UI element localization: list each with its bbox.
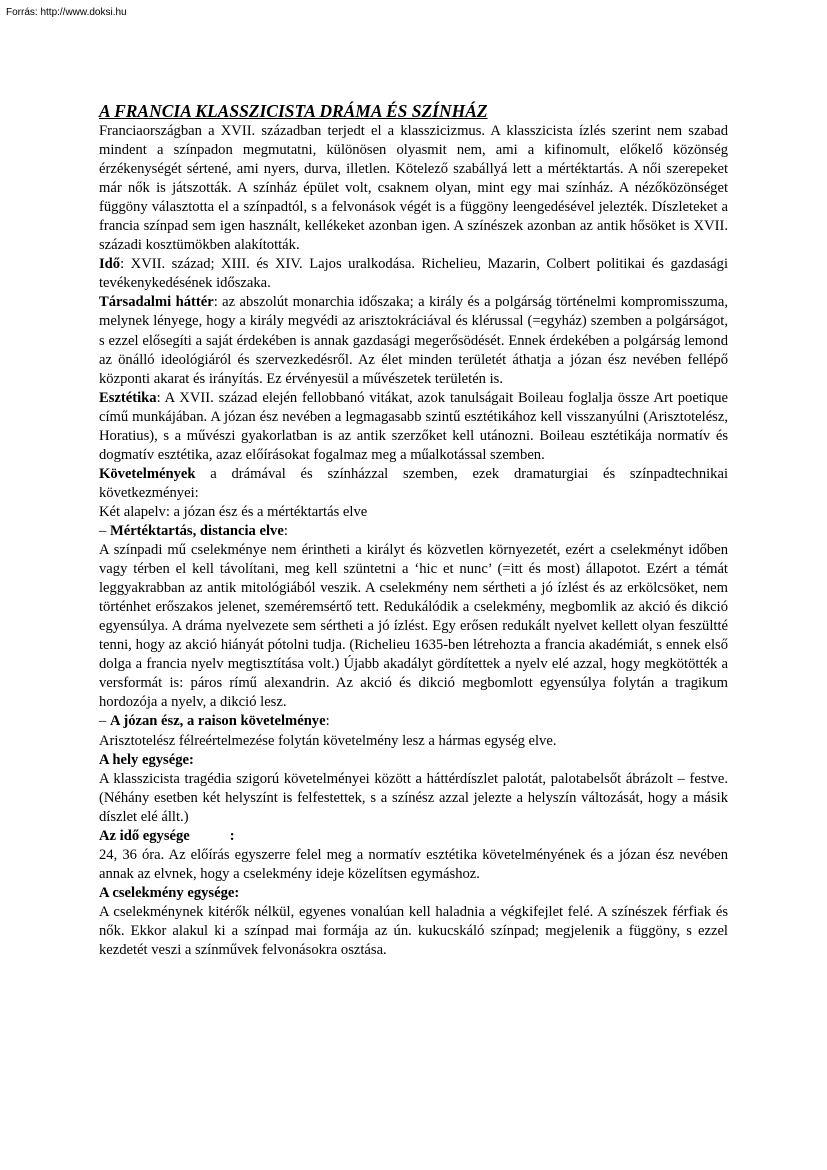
jozan-esz-dash: – (99, 713, 110, 730)
kovetelmenyek-text: a drámával és színházzal szemben, ezek dramaturgiai és színpadtechnikai következményei: (99, 465, 728, 501)
ido-text: : XVII. század; XIII. és XIV. Lajos uralkodása. Richelieu, Mazarin, Colbert politikai és gazdasági tevékenykedésének időszaka. (99, 256, 728, 292)
mertektartas-label: Mértéktartás, distancia elve (109, 522, 284, 539)
ido-egysege-label: Az idő egysége (99, 827, 190, 844)
kovetelmenyek-paragraph (99, 465, 728, 503)
ido-paragraph (99, 255, 728, 293)
ket-alapelv-line: Két alapelv: a józan ész és a mértéktartás elve (99, 503, 368, 520)
mertektartas-paragraph: A színpadi mű cselekménye nem érintheti a királyt és közvetlen környezetét, ezért a cselekményt időben vagy térben el kell távolítani, meg kell szüntetni a ‘hic et nunc’ (=itt és most) állapotot. Ezért a témát leggyakrabban az antik mitológiából veszik. A cselekmény nem sértheti a jó ízlést és az erkölcsöket, nem történhet erőszakos jelenet, szeméremsértő tett. Redukálódik a cselekmény, megbomlik az akció és dikció egyensúlya. A dráma nyelvezete sem sértheti a jó ízlést. Egy erősen redukált nyelvet kellett olyan feszültté tenni, hogy az akció hiányát pótolni tudja. (Richelieu 1635-ben létrehozta a francia akadémiát, s ennek első dolga a francia nyelv megtisztítása volt.) Újabb akadályt gördítettek a nyelv elé azzal, hogy megkötötték a versformát is: páros rímű alexandrin. Az akció és dikció megbomlott egyensúlya folytán a tragikum hordozója a nyelv, a dikció lesz. (99, 542, 728, 711)
esztetika-paragraph (99, 389, 728, 465)
tarsadalmi-paragraph (99, 293, 728, 388)
document-body (99, 101, 728, 960)
jozan-esz-paragraph: Arisztotelész félreértelmezése folytán követelmény lesz a hármas egység elve. (99, 732, 557, 749)
hely-paragraph: A klasszicista tragédia szigorú követelményei között a háttérdíszlet palotát, palotabelsőt ábrázolt – festve. (Néhány esetben két helyszínt is felfestettek, s a színész azzal jelezte a helyszín változását, hogy a másik díszlet elé állt.) (99, 770, 728, 825)
source-label: Forrás: http://www.doksi.hu (6, 7, 127, 18)
ido-egysege-paragraph: 24, 36 óra. Az előírás egyszerre felel meg a normatív esztétika követelményének és a józan ész nevében annak az elvnek, hogy a cselekmény ideje közelítsen egymáshoz. (99, 846, 728, 882)
tarsadalmi-text: : az abszolút monarchia időszaka; a király és a polgárság történelmi kompromisszuma, melynek lényege, hogy a király megvédi az arisztokráciával és klérussal (=egyház) szemben a polgárságot, s ezzel elősegíti a saját érdekében is annak gazdasági megerősödését. Ennek érdekében a polgárság lemond az önálló ideológiáról és szervezkedésről. Az élet minden területét áthatja a józan ész nevében fellépő központi akarat és irányítás. Ez érvényesül a művészetek területén is. (99, 294, 728, 387)
ido-egysege-heading (99, 827, 728, 846)
hely-heading (99, 751, 728, 770)
jozan-esz-heading (99, 712, 728, 731)
cselekmeny-label: A cselekmény egysége: (99, 884, 240, 901)
esztetika-text: : A XVII. század elején fellobbanó vitákat, azok tanulságait Boileau foglalja össze Art poetique című munkájában. A józan ész nevében a legmagasabb szintű esztétikához kell visszanyúlni (Arisztotelész, Horatius), s a művészi gyakorlatban is az antik szerzőket kell utánozni. Boileau esztétikája normatív és dogmatív esztétika, azaz előírásokat fogalmaz meg a műalkotással szemben. (99, 389, 728, 463)
cselekmeny-paragraph: A cselekménynek kitérők nélkül, egyenes vonalúan kell haladnia a végkifejlet felé. A színészek férfiak és nők. Ekkor alakul ki a színpad mai formája az ún. kukucskáló színpad; megjelenik a függöny, s ezzel kezdetét veszi a színművek felvonásokra osztása. (99, 903, 728, 959)
intro-paragraph: Franciaországban a XVII. században terjedt el a klasszicizmus. A klasszicista ízlés szerint nem szabad mindent a színpadon megmutatni, különösen olyasmit nem, ami a kifinomult, előkelő közönség érzékenységét sértené, ami nyers, durva, illetlen. Kötelező szabállyá lett a mértéktartás. A női szerepeket már nők is játszották. A színház épület volt, csaknem olyan, mint egy mai színház. A nézőközönséget függöny választotta el a színpadtól, s a felvonások végét is a függöny leengedésével jelezték. Díszleteket a francia színpad sem igen használt, kellékeket azonban igen. A színészek azonban az antik hősöket is XVII. századi kosztümökben alakították. (99, 123, 728, 254)
jozan-esz-label: A józan ész, a raison követelménye (109, 713, 326, 730)
ido-label: Idő (99, 256, 121, 273)
jozan-esz-colon: : (325, 713, 330, 730)
tarsadalmi-label: Társadalmi háttér (99, 294, 214, 311)
hely-label: A hely egysége: (99, 751, 194, 768)
cselekmeny-heading (99, 884, 728, 903)
mertektartas-heading (99, 522, 728, 541)
mertektartas-colon: : (283, 522, 288, 539)
mertektartas-dash: – (99, 522, 110, 539)
esztetika-label: Esztétika (99, 389, 157, 406)
page-title: A FRANCIA KLASSZICISTA DRÁMA ÉS SZÍNHÁZ (99, 101, 488, 121)
kovetelmenyek-label: Követelmények (99, 465, 196, 482)
ido-egysege-colon: : (229, 827, 235, 844)
